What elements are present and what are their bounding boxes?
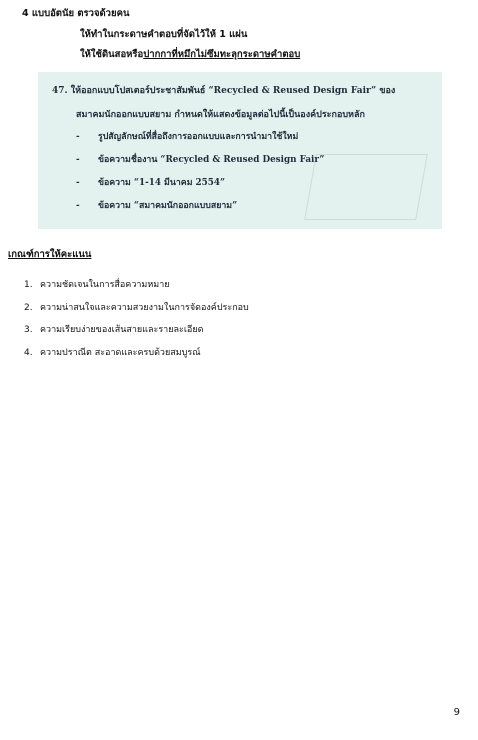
page-number: 9 [453, 707, 460, 718]
criteria-item: 1. ความชัดเจนในการสื่อความหมาย [24, 280, 170, 290]
instruction-underlined-text: ปากกาที่หมึกไม่ซึมทะลุกระดาษคำตอบ [143, 49, 301, 60]
question-bullet: - ข้อความ “สมาคมนักออกแบบสยาม” [76, 201, 238, 211]
criteria-item: 3. ความเรียบง่ายของเส้นสายและรายละเอียด [24, 325, 204, 335]
criteria-list [24, 277, 249, 367]
question-bullet: - ข้อความ “1-14 มีนาคม 2554” [76, 178, 226, 188]
question-line-1: 47. ให้ออกแบบโปสเตอร์ประชาสัมพันธ์ “Recycled & Reused Design Fair” ของ [52, 86, 396, 96]
instruction-text: ให้ใช้ดินสอหรือ [80, 49, 144, 60]
question-line-2: สมาคมนักออกแบบสยาม กำหนดให้แสดงข้อมูลต่อไปนี้เป็นองค์ประกอบหลัก [76, 110, 365, 120]
criteria-item: 4. ความปราณีต สะอาดและครบด้วยสมบูรณ์ [24, 347, 201, 358]
section-heading: 4 แบบอัตนัย ตรวจด้วยคน [22, 8, 130, 19]
question-bullet: - รูปสัญลักษณ์ที่สื่อถึงการออกแบบและการนำมาใช้ใหม่ [76, 132, 299, 142]
criteria-title: เกณฑ์การให้คะแนน [8, 249, 92, 260]
criteria-item: 2. ความน่าสนใจและความสวยงามในการจัดองค์ประกอบ [24, 302, 249, 313]
instruction-line-2 [80, 47, 300, 62]
scanned-question-image [38, 72, 442, 229]
question-bullet: - ข้อความชื่องาน “Recycled & Reused Design Fair” [76, 155, 325, 165]
instruction-line-1: ให้ทำในกระดาษคำตอบที่จัดไว้ให้ 1 แผ่น [80, 29, 248, 40]
